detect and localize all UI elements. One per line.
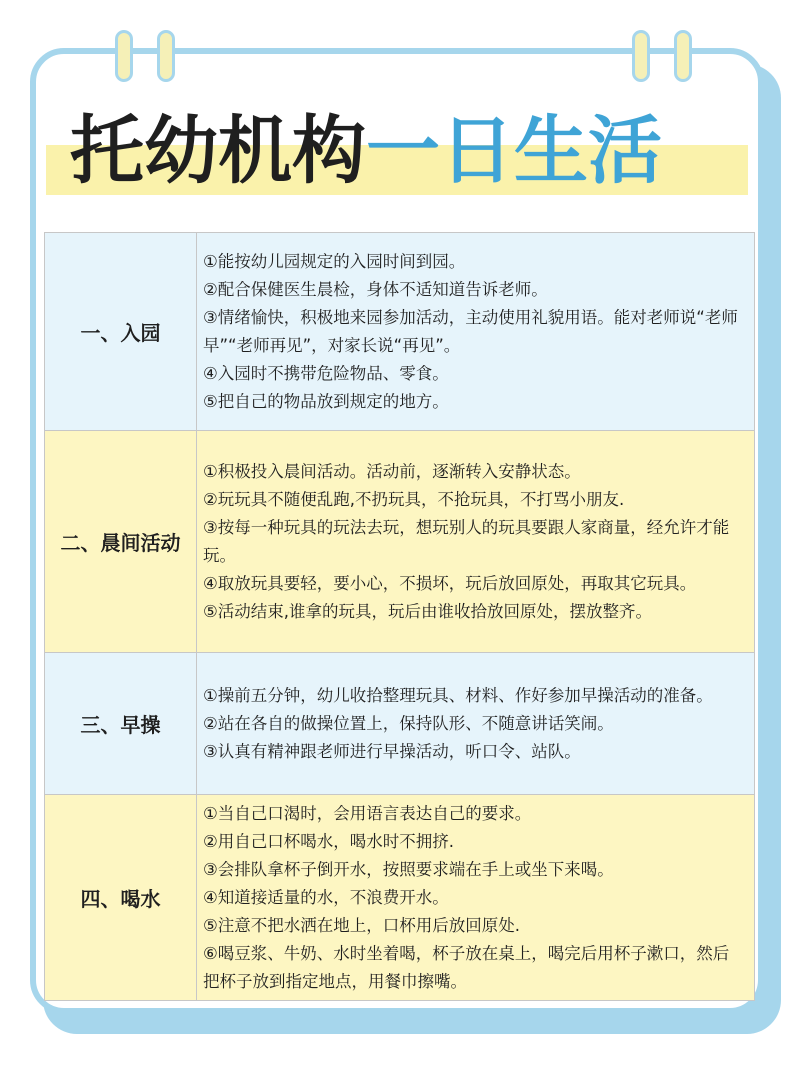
rule-item: ⑥喝豆浆、牛奶、水时坐着喝，杯子放在桌上，喝完后用杯子漱口，然后把杯子放到指定地点，用餐巾擦嘴。 [203,944,730,991]
rule-item: ③会排队拿杯子倒开水，按照要求端在手上或坐下来喝。 [203,860,614,879]
rule-item: ⑤注意不把水洒在地上，口杯用后放回原处. [203,916,521,935]
rule-item: ①能按幼儿园规定的入园时间到园。 [203,252,466,271]
rule-item: ④入园时不携带危险物品、零食。 [203,364,449,383]
rule-item: ②用自己口杯喝水，喝水时不拥挤. [203,832,455,851]
rule-item: ①积极投入晨间活动。活动前，逐渐转入安静状态。 [203,462,581,481]
binder-ring-icon [632,30,650,82]
rule-list [203,458,742,626]
binder-ring-icon [674,30,692,82]
section-label: 三、早操 [45,653,197,795]
section-content [197,795,755,1001]
schedule-body [45,233,755,1001]
section-arrival [45,233,755,431]
rule-item: ②站在各自的做操位置上，保持队形、不随意讲话笑闹。 [203,714,614,733]
section-label: 一、入园 [45,233,197,431]
rule-item: ③按每一种玩具的玩法去玩，想玩别人的玩具要跟人家商量，经允许才能玩。 [203,518,730,565]
rule-item: ④知道接适量的水，不浪费开水。 [203,888,449,907]
page-title [70,96,750,206]
rule-item: ⑤把自己的物品放到规定的地方。 [203,392,449,411]
section-content [197,431,755,653]
binder-ring-icon [157,30,175,82]
title-part-accent: 一日生活 [366,108,662,194]
rule-list [203,682,742,766]
section-content [197,653,755,795]
rule-item: ①操前五分钟，幼儿收拾整理玩具、材料、作好参加早操活动的准备。 [203,686,713,705]
rule-item: ④取放玩具要轻，要小心，不损坏，玩后放回原处，再取其它玩具。 [203,574,697,593]
rule-item: ③认真有精神跟老师进行早操活动，听口令、站队。 [203,742,581,761]
section-morning-activity [45,431,755,653]
rule-item: ①当自己口渴时，会用语言表达自己的要求。 [203,804,532,823]
title-part-dark: 托幼机构 [70,108,366,194]
binder-ring-icon [115,30,133,82]
daily-schedule-table [44,232,755,1001]
rule-item: ②玩玩具不随便乱跑,不扔玩具，不抢玩具，不打骂小朋友. [203,490,625,509]
section-morning-exercise [45,653,755,795]
section-content [197,233,755,431]
rule-list [203,800,742,996]
rule-item: ⑤活动结束,谁拿的玩具，玩后由谁收拾放回原处，摆放整齐。 [203,602,653,621]
section-drinking-water [45,795,755,1001]
rule-item: ③情绪愉快，积极地来园参加活动，主动使用礼貌用语。能对老师说“老师早”“老师再见”，对家长说“再见”。 [203,308,738,355]
rule-item: ②配合保健医生晨检，身体不适知道告诉老师。 [203,280,548,299]
section-label: 二、晨间活动 [45,431,197,653]
rule-list [203,248,742,416]
section-label: 四、喝水 [45,795,197,1001]
